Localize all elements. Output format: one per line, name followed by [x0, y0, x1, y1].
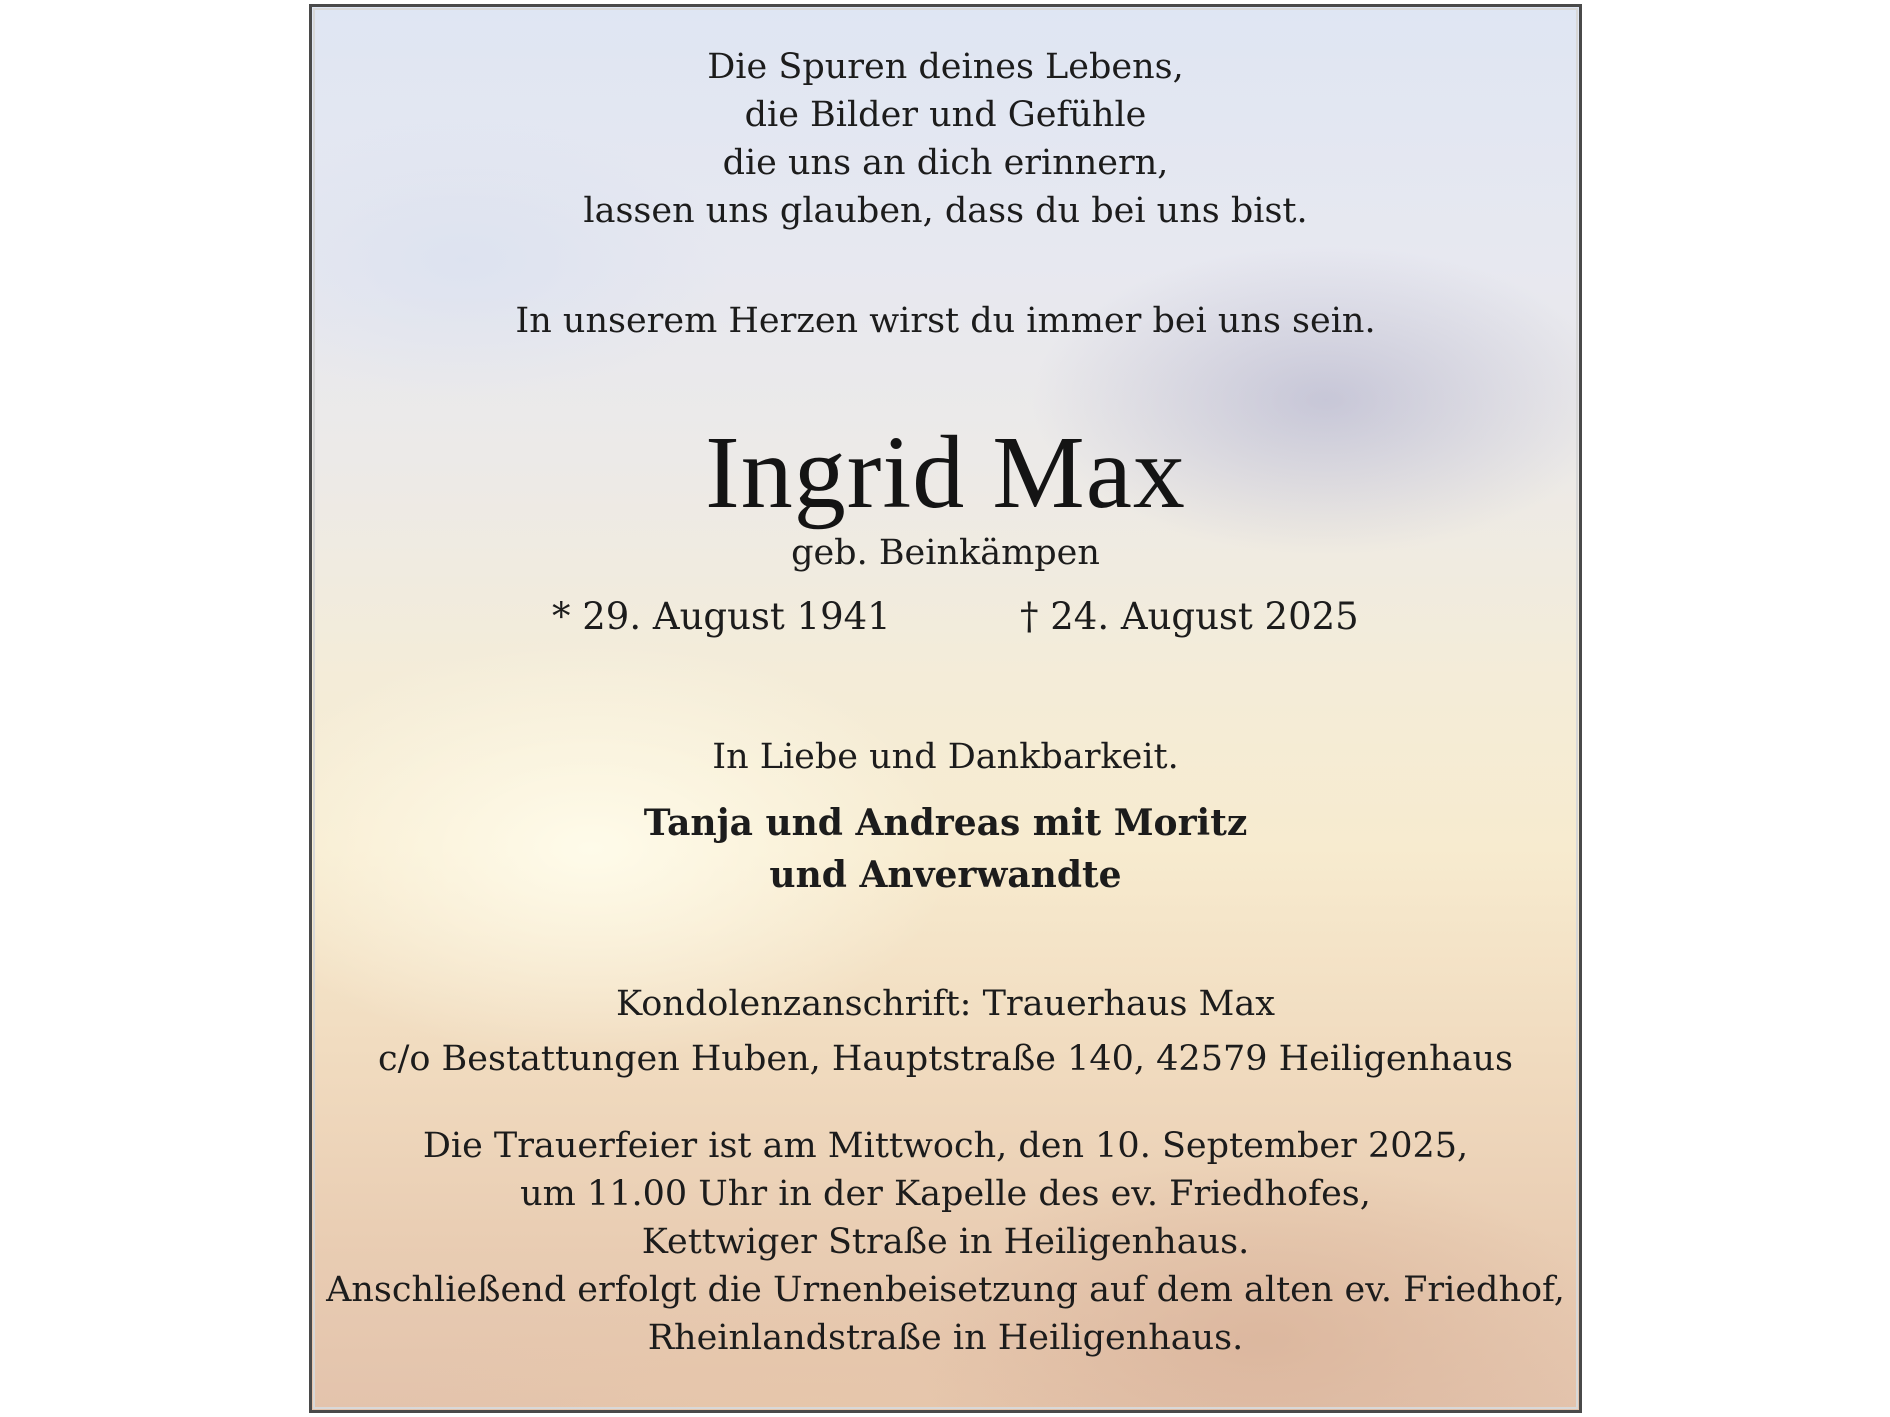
condolence-line-1: Kondolenzanschrift: Trauerhaus Max [616, 984, 1275, 1024]
verse-closing: In unserem Herzen wirst du immer bei uns sein. [515, 301, 1376, 341]
service-line-4: Anschließend erfolgt die Urnenbeisetzung auf dem alten ev. Friedhof, [326, 1270, 1565, 1310]
birth-date: * 29. August 1941 [552, 595, 891, 638]
thanks-line: In Liebe und Dankbarkeit. [712, 737, 1179, 777]
family-line-2: und Anverwandte [769, 854, 1122, 896]
obituary-content [312, 7, 1579, 1410]
service-line-1: Die Trauerfeier ist am Mittwoch, den 10. September 2025, [422, 1126, 1469, 1166]
verse-line-1: Die Spuren deines Lebens, [707, 47, 1184, 87]
verse-line-2: die Bilder und Gefühle [744, 95, 1147, 135]
maiden-name: geb. Beinkämpen [791, 533, 1100, 573]
obituary-card [309, 4, 1582, 1413]
verse-line-4: lassen uns glauben, dass du bei uns bist. [583, 191, 1308, 231]
service-line-3: Kettwiger Straße in Heiligenhaus. [641, 1222, 1250, 1262]
service-line-5: Rheinlandstraße in Heiligenhaus. [647, 1318, 1244, 1358]
condolence-line-2: c/o Bestattungen Huben, Hauptstraße 140, 42579 Heiligenhaus [377, 1039, 1514, 1079]
death-date: † 24. August 2025 [1020, 595, 1359, 638]
service-line-2: um 11.00 Uhr in der Kapelle des ev. Friedhofes, [520, 1174, 1371, 1214]
verse-line-3: die uns an dich erinnern, [722, 143, 1169, 183]
family-line-1: Tanja und Andreas mit Moritz [643, 802, 1248, 844]
deceased-name: Ingrid Max [705, 415, 1186, 530]
